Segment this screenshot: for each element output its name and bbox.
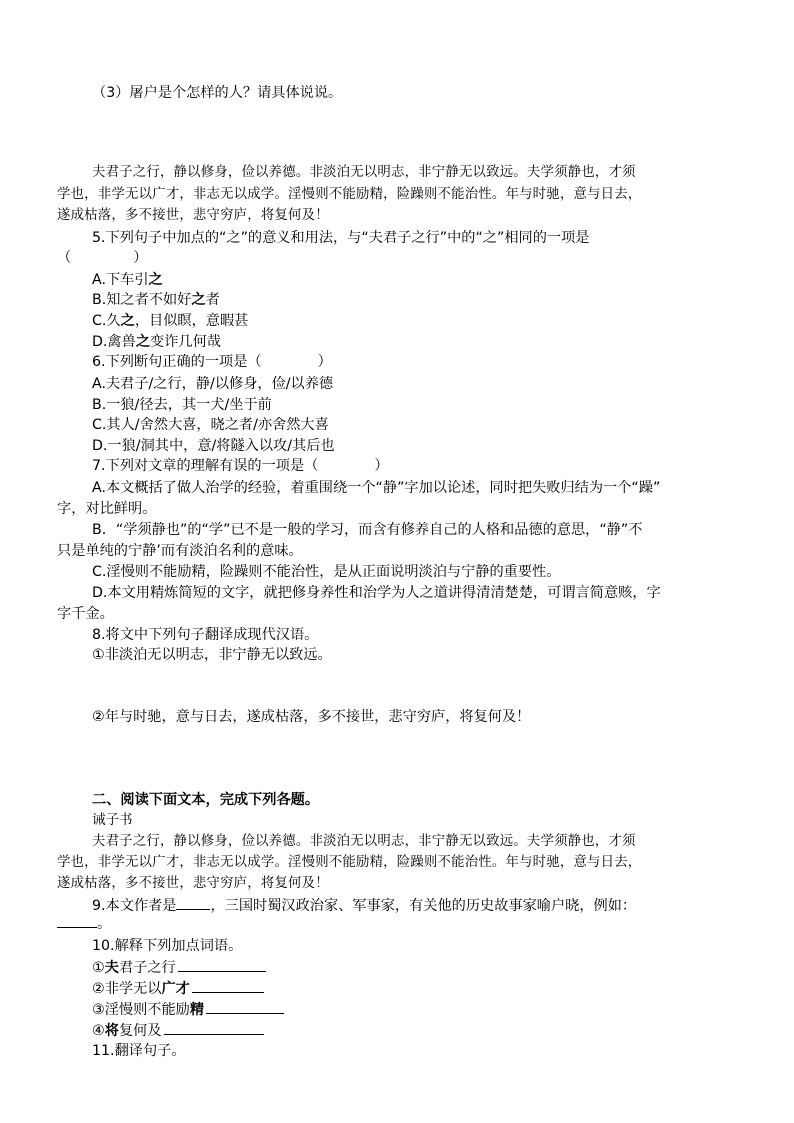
question-7-stem: 7.下列对文章的理解有误的一项是（ ） [92,458,389,474]
question-11-stem: 11.翻译句子。 [92,1043,186,1059]
question-9: 9.本文作者是 ，三国时蜀汉政治家、军事家，有关他的历史故事家喻户晓，例如： [92,895,636,916]
paren-open: （ [57,250,72,266]
item-4: ④将复何及 [92,1020,264,1041]
option-d: D.禽兽之变诈几何哉 [92,334,221,350]
option-b: B.知之者不如好之者 [92,292,220,308]
passage-line: 夫君子之行，静以修身，俭以养德。非淡泊无以明志，非宁静无以致远。夫学须静也，才须 [92,834,636,849]
sentence-2: ②年与时驰，意与日去，遂成枯落，多不接世，悲守穷庐，将复何及！ [92,709,531,725]
option-d: D.一狼/洞其中，意/将隧入以攻/其后也 [92,438,335,454]
option-a-cont: 字，对比鲜明。 [57,501,157,517]
passage-line: 学也，非学无以广才，非志无以成学。淫慢则不能励精，险躁则不能治性。年与时驰，意与日去， [57,855,642,870]
section-heading: 二、阅读下面文本，完成下列各题。 [92,792,320,808]
dotted-word: 广才 [161,981,190,997]
answer-blank [178,957,266,972]
sentence-1: ①非淡泊无以明志，非宁静无以致远。 [92,647,332,663]
answer-blank [176,895,210,910]
passage-line: 遂成枯落，多不接世，悲守穷庐，将复何及！ [57,876,329,891]
text-title: 诫子书 [92,813,133,828]
item-3: ③淫慢则不能励精 [92,999,284,1020]
option-a: A.下车引之 [92,272,163,288]
answer-parentheses [57,248,147,268]
question-9-blank-line: 。 [57,913,111,934]
dotted-word: 之 [191,292,206,308]
answer-blank [192,978,264,993]
dotted-word: 之 [135,334,151,350]
dotted-word: 夫 [104,960,119,976]
answer-blank [164,1020,264,1035]
dotted-word: 之 [120,313,135,329]
answer-blank [57,913,97,928]
passage-line: 学也，非学无以广才，非志无以成学。淫慢则不能励精，险躁则不能治性。年与时驰，意与日去， [57,187,642,202]
question-8-stem: 8.将文中下列句子翻译成现代汉语。 [92,627,319,643]
passage-line: 夫君子之行，静以修身，俭以养德。非淡泊无以明志，非宁静无以致远。夫学须静也，才须 [92,165,636,180]
option-d: D.本文用精炼简短的文字，就把修身养性和治学为人之道讲得清清楚楚，可谓言简意赅，字 [92,585,661,601]
option-b: B．“学须静也”的“学”已不是一般的学习，而含有修养自己的人格和品德的意思，“静”不 [92,522,643,538]
dotted-word: 之 [148,272,163,288]
question-10-stem: 10.解释下列加点词语。 [92,938,243,954]
dotted-word: 将 [104,1023,119,1039]
item-2: ②非学无以广才 [92,978,264,999]
question-6-stem: 6.下列断句正确的一项是（ ） [92,354,332,370]
option-a: A.本文概括了做人治学的经验，着重围绕一个“静”字加以论述，同时把失败归结为一个“躁” [92,480,661,496]
answer-blank [206,999,284,1014]
paren-close: ） [133,250,148,266]
question-3: （3）屠户是个怎样的人？请具体说说。 [92,85,343,101]
option-c: C.久之，目似瞑，意暇甚 [92,313,249,329]
dotted-word: 精 [189,1002,205,1018]
option-b-cont: 只是单纯的宁静’而有淡泊名利的意味。 [57,543,303,559]
item-1: ①夫君子之行 [92,957,266,978]
option-c: C.淫慢则不能励精，险躁则不能治性，是从正面说明淡泊与宁静的重要性。 [92,564,561,580]
option-d-cont: 字千金。 [57,606,114,622]
option-b: B.一狼/径去，其一犬/坐于前 [92,397,272,413]
option-a: A.夫君子/之行，静/以修身，俭/以养德 [92,376,334,392]
question-5-stem: 5.下列句子中加点的“之”的意义和用法，与“夫君子之行”中的“之”相同的一项是 [92,230,590,246]
option-c: C.其人/舍然大喜，晓之者/亦舍然大喜 [92,417,329,433]
passage-line: 遂成枯落，多不接世，悲守穷庐，将复何及！ [57,208,329,223]
